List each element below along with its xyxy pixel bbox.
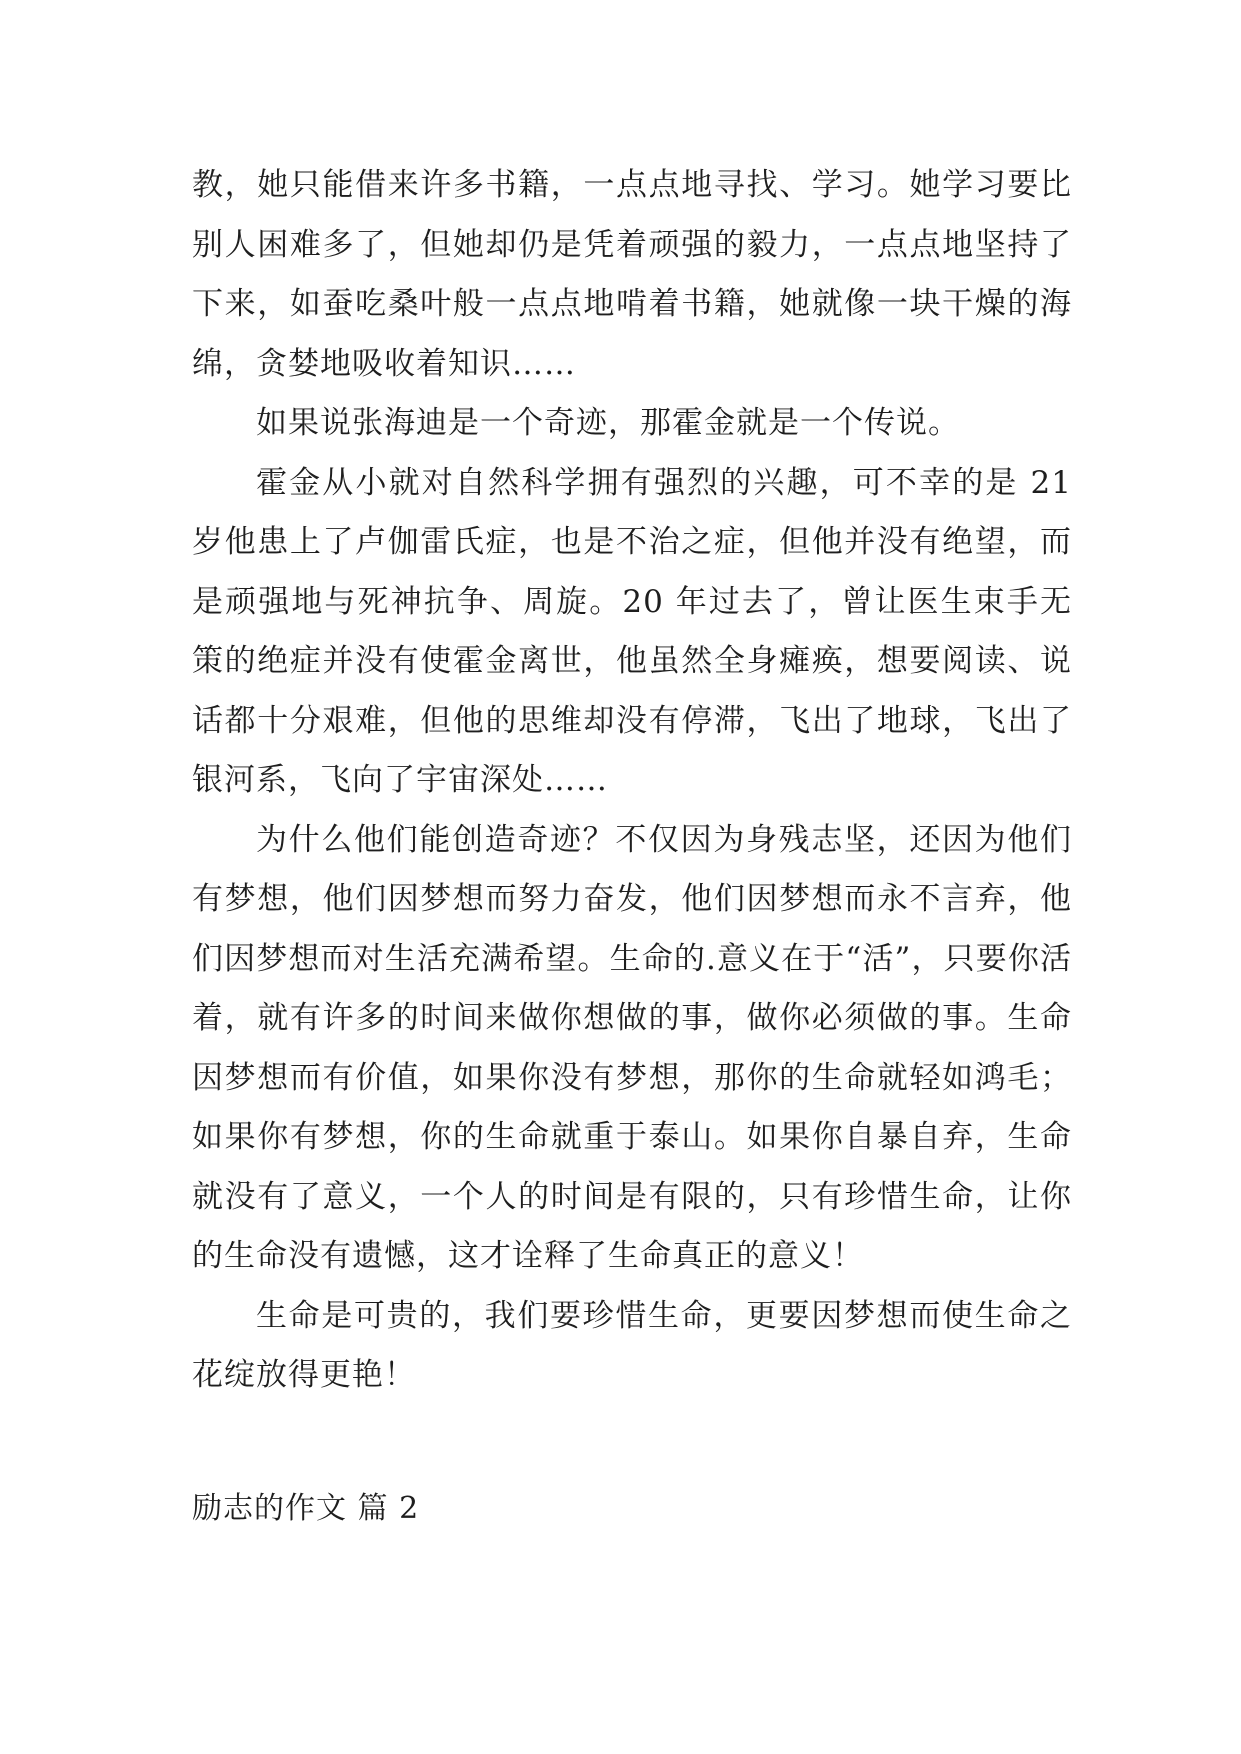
essay-body — [192, 156, 1072, 1406]
paragraph-hawking: 霍金从小就对自然科学拥有强烈的兴趣，可不幸的是 21 岁他患上了卢伽雷氏症，也是不治之症，但他并没有绝望，而是顽强地与死神抗争、周旋。20 年过去了，曾让医生束手无策的绝症并没有使霍金离世，他虽然全身瘫痪，想要阅读、说话都十分艰难，但他的思维却没有停滞，飞出了地球，飞出了银河系，飞向了宇宙深处…… — [192, 464, 1072, 798]
paragraph-conclusion: 生命是可贵的，我们要珍惜生命，更要因梦想而使生命之花绽放得更艳！ — [192, 1297, 1072, 1393]
section-heading: 励志的作文 篇 2 — [192, 1491, 420, 1526]
paragraph-why-miracles: 为什么他们能创造奇迹？不仅因为身残志坚，还因为他们有梦想，他们因梦想而努力奋发，他们因梦想而永不言弃，他们因梦想而对生活充满希望。生命的.意义在于“活”，只要你活着，就有许多的时间来做你想做的事，做你必须做的事。生命因梦想而有价值，如果你没有梦想，那你的生命就轻如鸿毛；如果你有梦想，你的生命就重于泰山。如果你自暴自弃，生命就没有了意义，一个人的时间是有限的，只有珍惜生命，让你的生命没有遗憾，这才诠释了生命真正的意义！ — [192, 821, 1072, 1274]
paragraph-zhang-haidi-hawking: 如果说张海迪是一个奇迹，那霍金就是一个传说。 — [256, 405, 960, 441]
paragraph-continuation: 教，她只能借来许多书籍，一点点地寻找、学习。她学习要比别人困难多了，但她却仍是凭着顽强的毅力，一点点地坚持了下来，如蚕吃桑叶般一点点地啃着书籍，她就像一块干燥的海绵，贪婪地吸收着知识…… — [192, 167, 1072, 382]
